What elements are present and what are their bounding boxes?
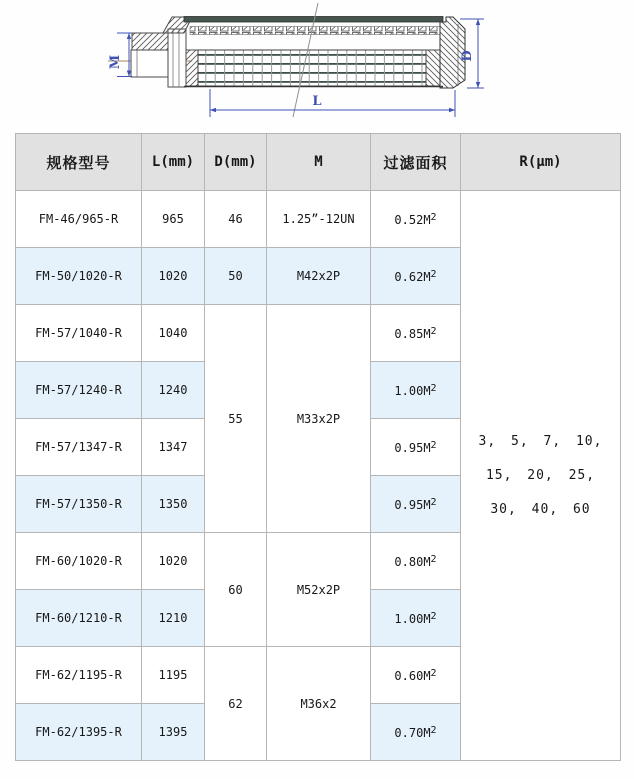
micron-line: 30, 40, 60 <box>490 502 591 517</box>
cell-model: FM-62/1395-R <box>16 704 142 761</box>
filter-element-diagram <box>95 0 540 128</box>
cell-filter-area: $0.95M^2$ <box>371 419 461 476</box>
cell-filter-area: $0.62M^2$ <box>371 248 461 305</box>
header-micron-rating: R(μm) <box>461 134 621 191</box>
cell-micron-rating <box>461 191 621 761</box>
spec-table <box>15 133 621 761</box>
cell-length: 1347 <box>142 419 205 476</box>
cell-thread: M33x2P <box>267 305 371 533</box>
m-dimension-label: M <box>108 54 123 70</box>
cell-model: FM-57/1347-R <box>16 419 142 476</box>
cell-diameter: 62 <box>205 647 267 761</box>
cell-thread: 1.25”-12UN <box>267 191 371 248</box>
cell-model: FM-62/1195-R <box>16 647 142 704</box>
cell-thread: M36x2 <box>267 647 371 761</box>
cell-filter-area: $0.60M^2$ <box>371 647 461 704</box>
filter-body <box>184 17 443 87</box>
cell-length: 1040 <box>142 305 205 362</box>
cell-length: 1020 <box>142 248 205 305</box>
cell-model: FM-57/1040-R <box>16 305 142 362</box>
header-row <box>16 134 621 191</box>
cell-model: FM-46/965-R <box>16 191 142 248</box>
header-thread: M <box>267 134 371 191</box>
cell-diameter: 55 <box>205 305 267 533</box>
cell-filter-area: $0.52M^2$ <box>371 191 461 248</box>
cell-model: FM-57/1350-R <box>16 476 142 533</box>
dimension-l <box>210 89 455 117</box>
cell-diameter: 46 <box>205 191 267 248</box>
cell-length: 1240 <box>142 362 205 419</box>
cell-filter-area: $1.00M^2$ <box>371 362 461 419</box>
cell-thread: M52x2P <box>267 533 371 647</box>
cell-length: 1350 <box>142 476 205 533</box>
micron-line: 15, 20, 25, <box>485 468 596 483</box>
d-dimension-label: D <box>460 50 475 62</box>
table-row <box>16 191 621 248</box>
cell-filter-area: $0.95M^2$ <box>371 476 461 533</box>
cell-length: 1210 <box>142 590 205 647</box>
header-diameter: D(mm) <box>205 134 267 191</box>
header-filter-area: 过滤面积 <box>371 134 461 191</box>
dimension-m <box>108 33 132 77</box>
cell-length: 1395 <box>142 704 205 761</box>
cell-filter-area: $1.00M^2$ <box>371 590 461 647</box>
l-dimension-label: L <box>312 94 322 109</box>
micron-line: 3, 5, 7, 10, <box>478 434 603 449</box>
header-model: 规格型号 <box>16 134 142 191</box>
cell-model: FM-60/1210-R <box>16 590 142 647</box>
cell-length: 1195 <box>142 647 205 704</box>
cell-length: 965 <box>142 191 205 248</box>
cell-filter-area: $0.80M^2$ <box>371 533 461 590</box>
cell-model: FM-60/1020-R <box>16 533 142 590</box>
cell-thread: M42x2P <box>267 248 371 305</box>
cell-diameter: 50 <box>205 248 267 305</box>
cell-diameter: 60 <box>205 533 267 647</box>
cell-model: FM-57/1240-R <box>16 362 142 419</box>
header-length: L(mm) <box>142 134 205 191</box>
cell-filter-area: $0.70M^2$ <box>371 704 461 761</box>
cell-length: 1020 <box>142 533 205 590</box>
cell-filter-area: $0.85M^2$ <box>371 305 461 362</box>
cell-model: FM-50/1020-R <box>16 248 142 305</box>
